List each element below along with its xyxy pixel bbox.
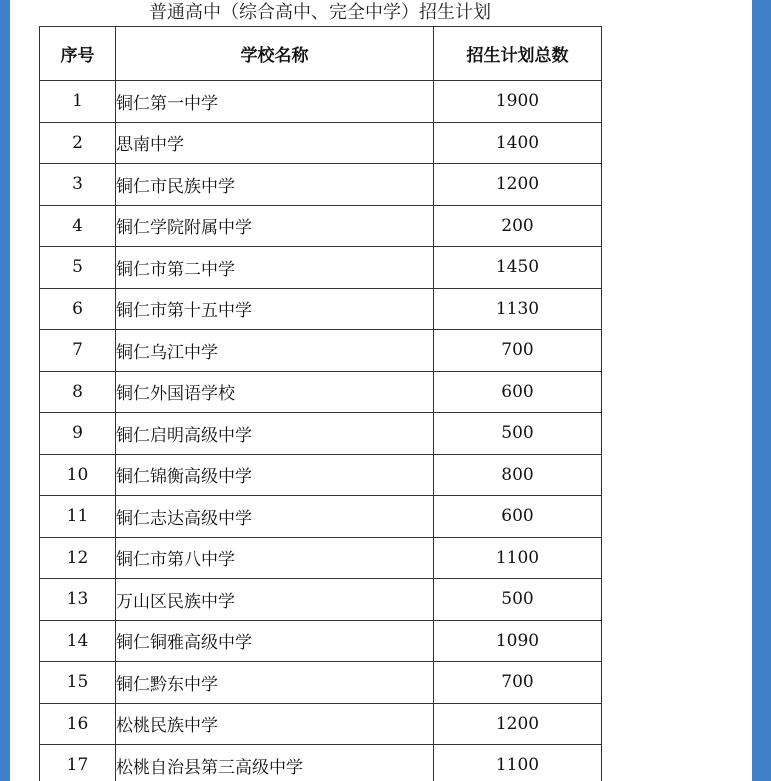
table-row [40,620,602,662]
table-header-row [40,27,602,81]
enrollment-total: 1200 [434,703,602,745]
enrollment-total: 600 [434,371,602,413]
table-row [40,122,602,164]
table-row [40,205,602,247]
row-number: 2 [40,122,116,164]
row-number: 15 [40,662,116,704]
school-name: 松桃民族中学 [116,703,434,745]
row-number: 7 [40,330,116,372]
enrollment-total: 1090 [434,620,602,662]
school-name: 铜仁启明高级中学 [116,413,434,455]
row-number: 17 [40,745,116,781]
school-name: 松桃自治县第三高级中学 [116,745,434,781]
row-number: 10 [40,454,116,496]
school-name: 铜仁锦衡高级中学 [116,454,434,496]
enrollment-total: 500 [434,413,602,455]
enrollment-total: 600 [434,496,602,538]
row-number: 1 [40,81,116,123]
enrollment-plan-table [39,26,602,781]
table-row [40,537,602,579]
table-row [40,745,602,781]
school-name: 铜仁学院附属中学 [116,205,434,247]
row-number: 14 [40,620,116,662]
table-row [40,579,602,621]
enrollment-total: 800 [434,454,602,496]
table-row [40,81,602,123]
enrollment-total: 1100 [434,745,602,781]
enrollment-total: 1450 [434,247,602,289]
school-name: 思南中学 [116,122,434,164]
right-edge-bar [752,0,771,781]
row-number: 5 [40,247,116,289]
enrollment-total: 1900 [434,81,602,123]
enrollment-total: 200 [434,205,602,247]
enrollment-total: 500 [434,579,602,621]
table-row [40,371,602,413]
enrollment-total: 700 [434,662,602,704]
school-name: 铜仁市民族中学 [116,164,434,206]
row-number: 13 [40,579,116,621]
enrollment-total: 1100 [434,537,602,579]
table-row [40,662,602,704]
header-school-name: 学校名称 [116,27,434,81]
right-gap [739,0,752,781]
table-row [40,288,602,330]
table-row [40,247,602,289]
school-name: 铜仁市第十五中学 [116,288,434,330]
table-row [40,454,602,496]
enrollment-total: 1130 [434,288,602,330]
table-row [40,164,602,206]
school-name: 铜仁黔东中学 [116,662,434,704]
row-number: 16 [40,703,116,745]
school-name: 铜仁乌江中学 [116,330,434,372]
enrollment-total: 700 [434,330,602,372]
school-name: 铜仁市第二中学 [116,247,434,289]
header-serial-number: 序号 [40,27,116,81]
school-name: 铜仁市第八中学 [116,537,434,579]
row-number: 12 [40,537,116,579]
table-row [40,330,602,372]
row-number: 3 [40,164,116,206]
table-row [40,496,602,538]
document-title: 普通高中（综合高中、完全中学）招生计划 [149,2,491,23]
enrollment-total: 1200 [434,164,602,206]
school-name: 铜仁志达高级中学 [116,496,434,538]
enrollment-total: 1400 [434,122,602,164]
left-edge-bar [0,0,10,781]
row-number: 8 [40,371,116,413]
school-name: 铜仁铜雅高级中学 [116,620,434,662]
row-number: 4 [40,205,116,247]
header-enrollment-total: 招生计划总数 [434,27,602,81]
table-row [40,413,602,455]
row-number: 11 [40,496,116,538]
table-row [40,703,602,745]
row-number: 6 [40,288,116,330]
school-name: 铜仁外国语学校 [116,371,434,413]
school-name: 铜仁第一中学 [116,81,434,123]
row-number: 9 [40,413,116,455]
school-name: 万山区民族中学 [116,579,434,621]
